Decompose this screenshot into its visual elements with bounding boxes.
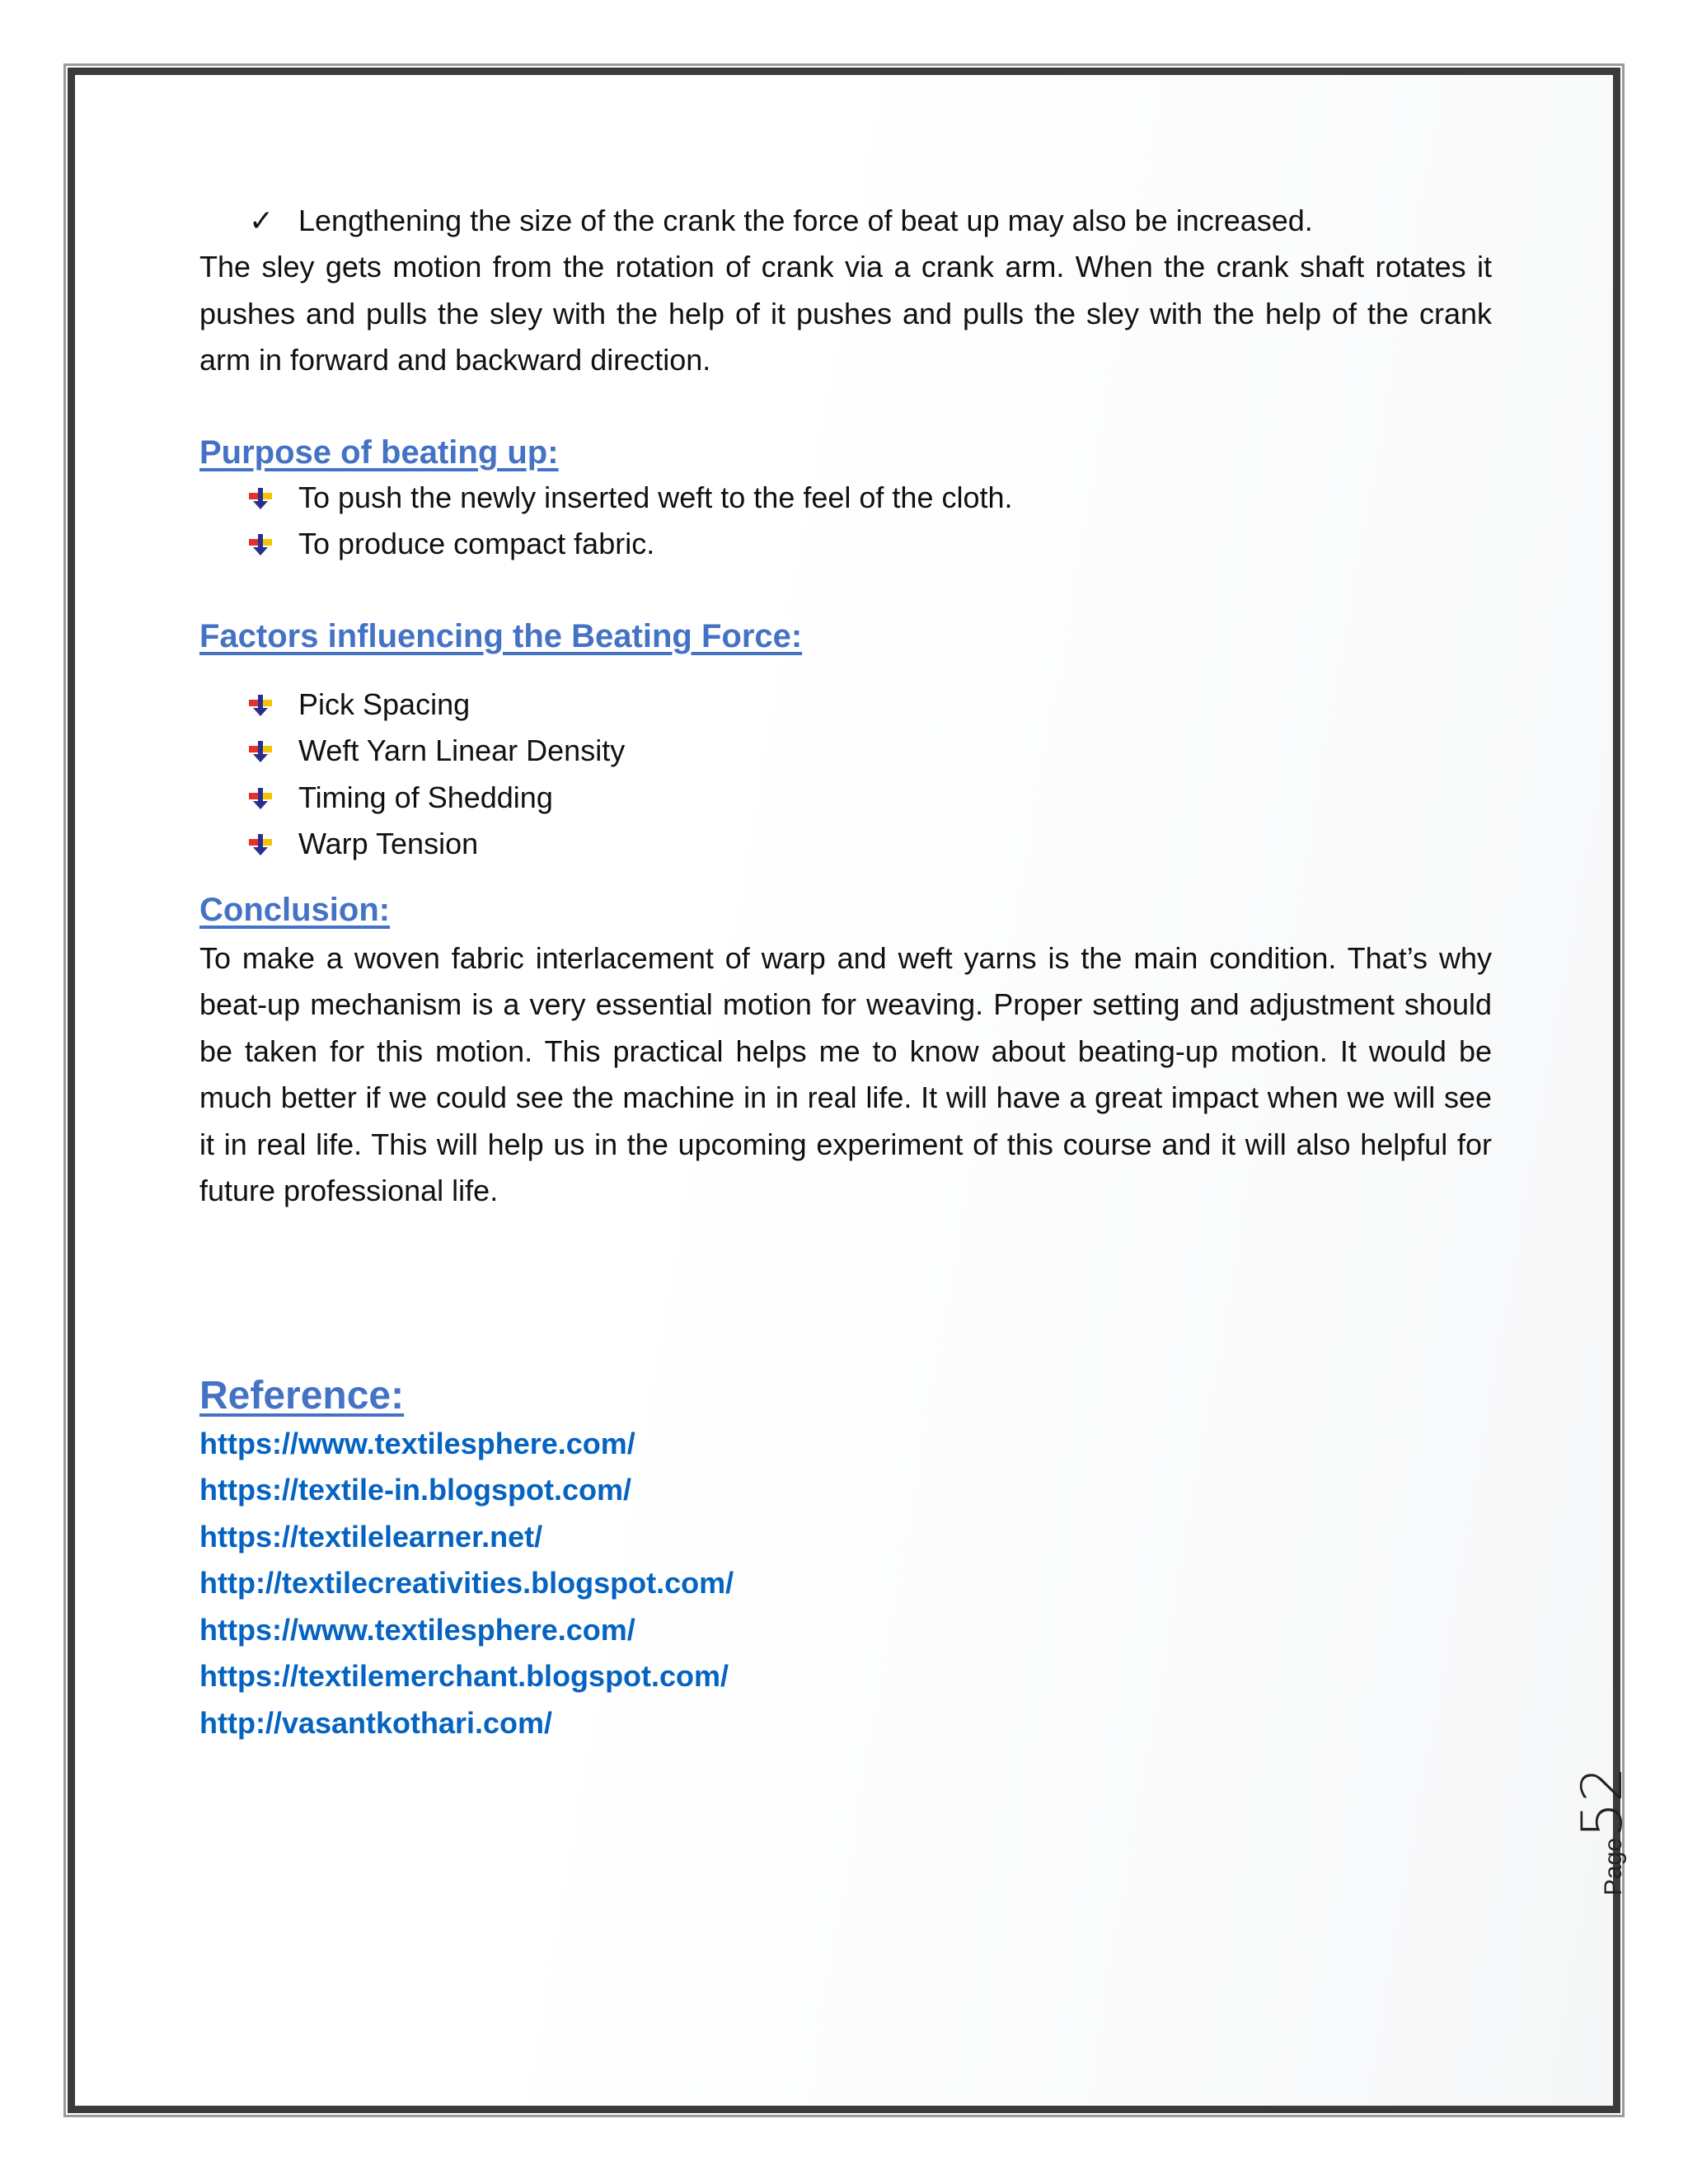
list-item: Timing of Shedding <box>199 775 1492 822</box>
arrow-bullet-icon <box>249 741 272 762</box>
conclusion-heading: Conclusion: <box>199 891 391 928</box>
intro-paragraph: The sley gets motion from the rotation of crank via a crank arm. When the crank shaft rotates it pushes and pulls the sley with the help of it pushes and pulls the sley with the help of the crank arm in forward and backward direction. <box>199 250 1492 377</box>
page-number-value: 52 <box>1570 1766 1635 1838</box>
reference-link[interactable]: http://vasantkothari.com/ <box>199 1705 553 1740</box>
list-item: Weft Yarn Linear Density <box>199 728 1492 775</box>
list-item: To produce compact fabric. <box>199 521 1492 568</box>
conclusion-paragraph: To make a woven fabric interlacement of warp and weft yarns is the main condition. That’s why beat-up mechanism is a very essential motion for weaving. Proper setting and adjustment should be taken for this motion. This practical helps me to know about beating-up motion. It would be much better if we could see the machine in in real life. It will have a great impact when we will see it in real life. This will help us in the upcoming experiment of this course and it will also helpful for future professional life. <box>199 940 1492 1207</box>
document-body <box>199 198 1492 1746</box>
factors-list <box>199 682 1492 868</box>
check-list-item <box>199 198 1492 244</box>
arrow-bullet-icon <box>249 534 272 555</box>
reference-link[interactable]: https://textile-in.blogspot.com/ <box>199 1473 631 1507</box>
reference-link[interactable]: https://www.textilesphere.com/ <box>199 1426 635 1460</box>
arrow-bullet-icon <box>249 488 272 509</box>
purpose-list <box>199 475 1492 568</box>
arrow-bullet-icon <box>249 695 272 716</box>
page-number <box>1570 1766 1635 1896</box>
reference-link[interactable]: http://textilecreativities.blogspot.com/ <box>199 1566 734 1600</box>
list-item: Pick Spacing <box>199 682 1492 729</box>
factors-heading: Factors influencing the Beating Force: <box>199 617 803 654</box>
list-item: To push the newly inserted weft to the feel of the cloth. <box>199 475 1492 522</box>
arrow-bullet-icon <box>249 788 272 809</box>
arrow-bullet-icon <box>249 834 272 855</box>
page-label: Page <box>1600 1837 1627 1896</box>
reference-links <box>199 1421 1492 1747</box>
reference-link[interactable]: https://www.textilesphere.com/ <box>199 1612 635 1647</box>
purpose-heading: Purpose of beating up: <box>199 434 559 471</box>
list-item: Warp Tension <box>199 821 1492 868</box>
checkmark-icon: ✓ <box>249 204 274 237</box>
reference-heading: Reference: <box>199 1373 405 1418</box>
check-item-text: Lengthening the size of the crank the force of beat up may also be increased. <box>298 204 1313 237</box>
reference-link[interactable]: https://textilelearner.net/ <box>199 1519 543 1554</box>
reference-link[interactable]: https://textilemerchant.blogspot.com/ <box>199 1659 729 1693</box>
